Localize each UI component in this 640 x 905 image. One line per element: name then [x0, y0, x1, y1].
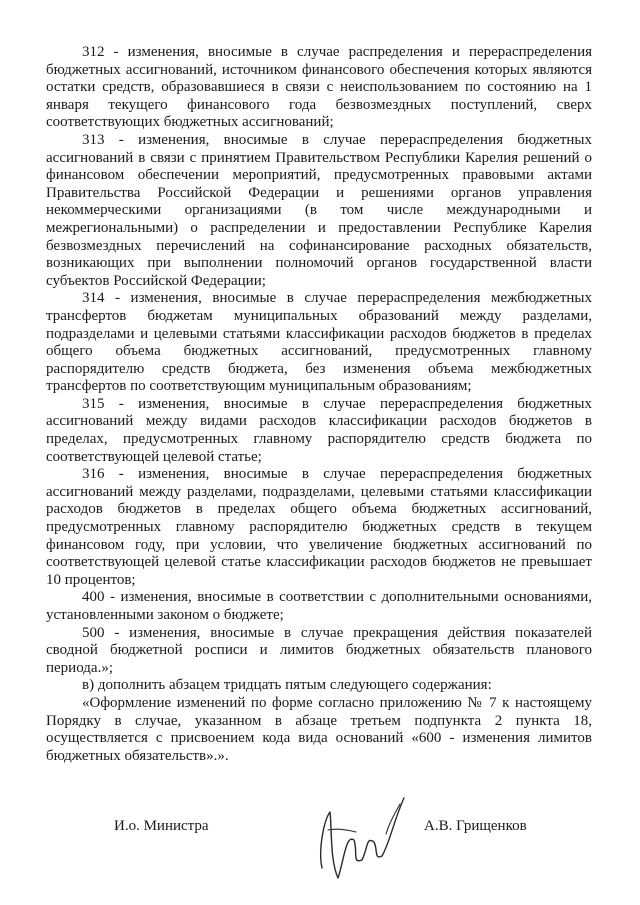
paragraph-appendix-7: «Оформление изменений по форме согласно приложению № 7 к настоящему Порядку в случае, указанном в абзаце третьем подпункта 2 пункта 18, осуществляется с присвоением кода вида оснований «600 - изменения лимитов бюджетных обязательств».».: [46, 694, 592, 764]
signatory-name: А.В. Грищенков: [424, 818, 527, 834]
signatory-role: И.о. Министра: [114, 818, 209, 834]
paragraph-312: 312 - изменения, вносимые в случае распределения и перераспределения бюджетных ассигнований, источником финансового обеспечения которых являются остатки средств, образовавшиеся в связи с неиспользованием по состоянию на 1 января текущего финансового года безвозмездных поступлений, сверх соответствующих бюджетных ассигнований;: [46, 44, 592, 131]
paragraph-313: 313 - изменения, вносимые в случае перераспределения бюджетных ассигнований в связи с принятием Правительством Республики Карелия решений о финансовом обеспечении мероприятий, предусмотренных правовыми актами Правительства Российской Федерации и решениями органов управления некоммерческими организациями (в том числе международными и межрегиональными) о распределении и предоставлении Республике Карелия безвозмездных перечислений на софинансирование расходных обязательств, возникающих при выполнении полномочий органов государственной власти субъектов Российской Федерации;: [46, 131, 592, 289]
paragraph-316: 316 - изменения, вносимые в случае перераспределения бюджетных ассигнований между разделами, подразделами, целевыми статьями классификации расходов бюджетов в пределах общего объема бюджетных ассигнований, предусмотренных главному распорядителю бюджетных средств в текущем финансовом году, при условии, что увеличение бюджетных ассигнований по соответствующей целевой статье классификации расходов бюджетов не превышает 10 процентов;: [46, 466, 592, 588]
paragraph-314: 314 - изменения, вносимые в случае перераспределения межбюджетных трансфертов бюджетам муниципальных образований между разделами, подразделами и целевыми статьями классификации расходов бюджетов в пределах общего объема бюджетных ассигнований, предусмотренных главному распорядителю средств бюджета, без изменения объема межбюджетных трансфертов по соответствующим муниципальным образованиям;: [46, 290, 592, 395]
paragraph-400: 400 - изменения, вносимые в соответствии с дополнительными основаниями, установленными законом о бюджете;: [46, 589, 592, 623]
paragraph-500: 500 - изменения, вносимые в случае прекращения действия показателей сводной бюджетной росписи и лимитов бюджетных обязательств планового периода.»;: [46, 624, 592, 676]
paragraph-amendment-v: в) дополнить абзацем тридцать пятым следующего содержания:: [82, 677, 492, 694]
document-body: [46, 44, 592, 765]
handwritten-signature: [308, 790, 418, 890]
signature-block: [0, 790, 640, 890]
paragraph-315: 315 - изменения, вносимые в случае перераспределения бюджетных ассигнований между видами расходов классификации расходов бюджетов в пределах, предусмотренных главному распорядителю средств бюджета по соответствующей целевой статье;: [46, 395, 592, 465]
